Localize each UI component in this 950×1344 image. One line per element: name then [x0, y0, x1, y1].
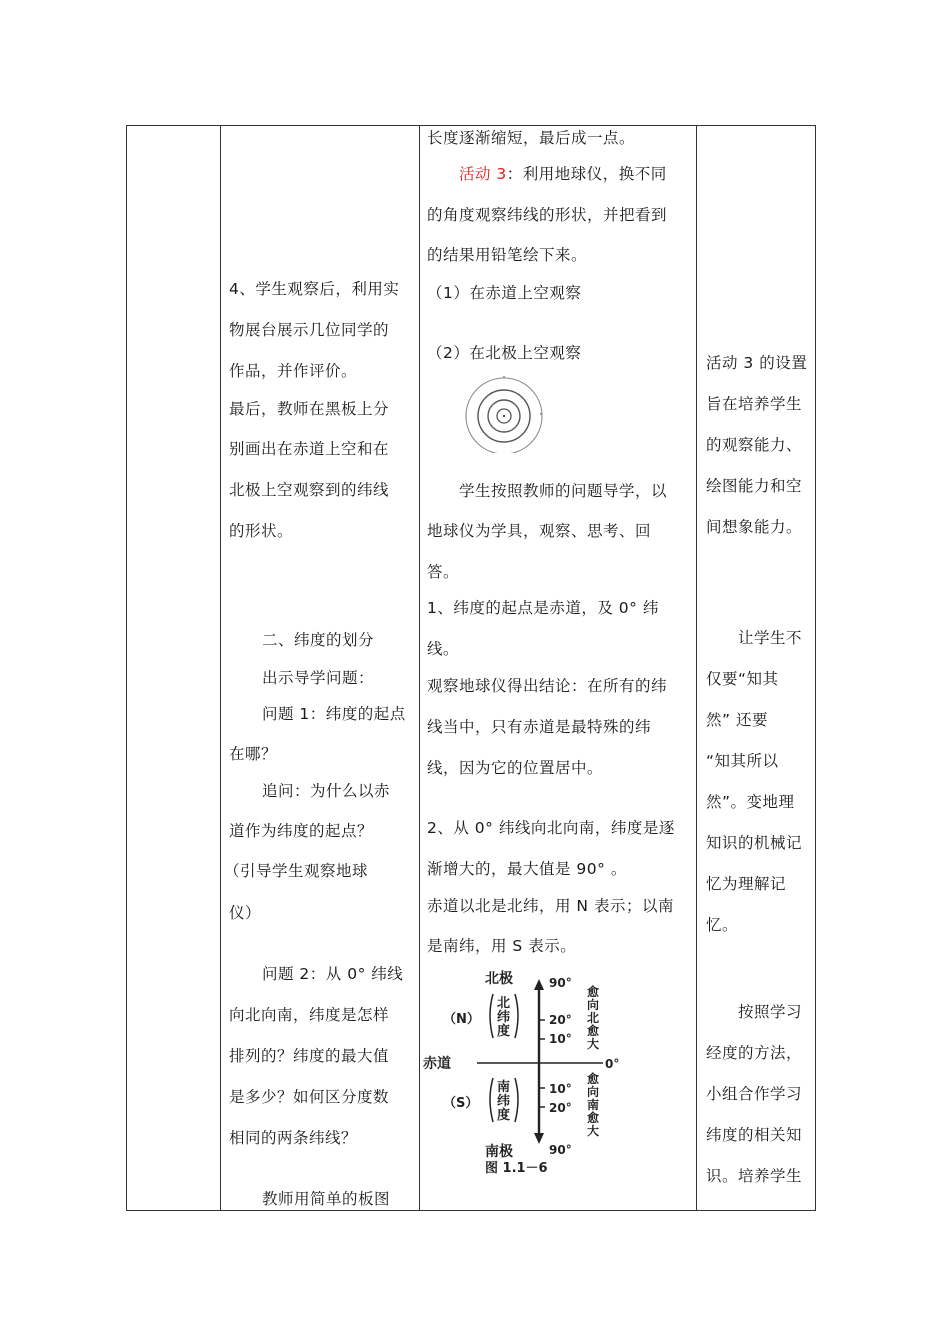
activity-label: 活动 3 — [459, 165, 507, 183]
text-line: 观察地球仪得出结论：在所有的纬 — [427, 677, 668, 695]
text-line: 渐增大的，最大值是 90° 。 — [427, 860, 627, 878]
latitude-figure — [421, 966, 641, 1176]
south-more-char: 南 — [587, 1098, 600, 1112]
polar-view-drawing — [457, 373, 557, 453]
tick-label: 90° — [549, 976, 572, 990]
s-label: （S） — [443, 1096, 479, 1111]
text-line: 赤道以北是北纬，用 N 表示；以南 — [427, 897, 674, 915]
cell-col-a — [127, 126, 220, 1210]
south-more-char: 向 — [587, 1085, 600, 1099]
text-line: 是南纬，用 S 表示。 — [427, 937, 577, 955]
text-line: 的角度观察纬线的形状，并把看到 — [427, 206, 668, 224]
text-line: 线，因为它的位置居中。 — [427, 759, 604, 777]
text-line: 忆为理解记 — [706, 875, 787, 893]
cell-student-activity — [419, 126, 696, 1210]
text-line: （引导学生观察地球 — [224, 862, 369, 880]
north-lat-char: 度 — [497, 1024, 511, 1039]
text-line: （1）在赤道上空观察 — [427, 284, 582, 302]
text-line: 作品，并作评价。 — [229, 362, 358, 380]
activity-text: ：利用地球仪，换不同 — [506, 165, 667, 183]
text-line: 答。 — [427, 563, 460, 581]
text-line: 识。培养学生 — [706, 1167, 803, 1185]
text-line: 问题 2：从 0° 纬线 — [262, 965, 404, 983]
tick-label: 10° — [549, 1082, 572, 1096]
south-lat-char: 度 — [497, 1108, 511, 1123]
south-more-char: 愈 — [587, 1072, 600, 1086]
text-line: 物展台展示几位同学的 — [229, 321, 390, 339]
text-line: 让学生不 — [738, 629, 803, 647]
text-line: 线。 — [427, 640, 460, 658]
text-line: 2、从 0° 纬线向北向南，纬度是逐 — [427, 819, 675, 837]
text-line: 线当中，只有赤道是最特殊的纬 — [427, 718, 652, 736]
tick-label: 20° — [549, 1013, 572, 1027]
north-more-char: 北 — [587, 1011, 600, 1025]
text-line: 的观察能力、 — [706, 436, 803, 454]
text-line: 按照学习 — [738, 1003, 803, 1021]
text-line: 旨在培养学生 — [706, 395, 803, 413]
text-line: 间想象能力。 — [706, 518, 803, 536]
cell-teacher-activity — [220, 126, 419, 1210]
text-line: 道作为纬度的起点？ — [229, 822, 374, 840]
text-line: 仅要“知其 — [706, 670, 779, 688]
text-line: 是多少？如何区分度数 — [229, 1088, 390, 1106]
north-more-char: 向 — [587, 998, 600, 1012]
north-pole-label: 北极 — [485, 971, 513, 987]
text-line: 的结果用铅笔绘下来。 — [427, 246, 588, 264]
text-line: 向北向南，纬度是怎样 — [229, 1006, 390, 1024]
north-more-char: 大 — [587, 1037, 600, 1051]
text-line: 然”。变地理 — [706, 793, 795, 811]
south-more-char: 愈 — [587, 1111, 600, 1125]
text-line: （2）在北极上空观察 — [427, 344, 582, 362]
text-line: 相同的两条纬线？ — [229, 1129, 358, 1147]
text-line: 排列的？纬度的最大值 — [229, 1047, 390, 1065]
text-line: 教师用简单的板图 — [262, 1190, 391, 1208]
tick-label: 10° — [549, 1032, 572, 1046]
text-line: 小组合作学习 — [706, 1085, 803, 1103]
text-line: 仪） — [229, 904, 262, 922]
equator-label: 赤道 — [423, 1056, 451, 1072]
text-line: 的形状。 — [229, 522, 294, 540]
tick-label: 20° — [549, 1101, 572, 1115]
text-line: 知识的机械记 — [706, 834, 803, 852]
n-label: （N） — [443, 1012, 480, 1027]
north-lat-char: 北 — [497, 996, 511, 1011]
text-line: “知其所以 — [706, 752, 779, 770]
text-line: 长度逐渐缩短，最后成一点。 — [427, 129, 636, 147]
tick-label: 90° — [549, 1143, 572, 1157]
text-line: 然” 还要 — [706, 711, 768, 729]
text-line: 问题 1：纬度的起点 — [262, 705, 406, 723]
text-line: 活动 3 的设置 — [706, 354, 808, 372]
text-line: 别画出在赤道上空和在 — [229, 440, 390, 458]
text-line: 地球仪为学具，观察、思考、回 — [427, 522, 652, 540]
text-line: 学生按照教师的问题导学，以 — [459, 482, 668, 500]
lesson-table — [126, 125, 816, 1211]
text-line: 1、纬度的起点是赤道，及 0° 纬 — [427, 599, 659, 617]
section-heading: 二、纬度的划分 — [262, 631, 375, 649]
text-line: 绘图能力和空 — [706, 477, 803, 495]
text-line: 北极上空观察到的纬线 — [229, 481, 390, 499]
tick-label: 0° — [605, 1057, 620, 1071]
text-line: 经度的方法， — [706, 1044, 803, 1062]
north-more-char: 愈 — [587, 1024, 600, 1038]
north-lat-char: 纬 — [497, 1010, 511, 1025]
south-lat-char: 纬 — [497, 1094, 511, 1109]
text-line: 4、学生观察后，利用实 — [229, 280, 400, 298]
south-more-char: 大 — [587, 1124, 600, 1138]
text-line: 出示导学问题： — [262, 669, 375, 687]
south-pole-label: 南极 — [485, 1144, 513, 1160]
text-line: 追问：为什么以赤 — [262, 782, 391, 800]
text-line: 在哪？ — [229, 745, 278, 763]
text-line: 纬度的相关知 — [706, 1126, 803, 1144]
activity-line — [459, 164, 667, 184]
north-more-char: 愈 — [587, 985, 600, 999]
south-lat-char: 南 — [497, 1080, 511, 1095]
cell-design-intent — [696, 126, 817, 1210]
text-line: 忆。 — [706, 916, 739, 934]
figure-caption: 图 1.1－6 — [485, 1161, 548, 1176]
text-line: 最后，教师在黑板上分 — [229, 400, 390, 418]
